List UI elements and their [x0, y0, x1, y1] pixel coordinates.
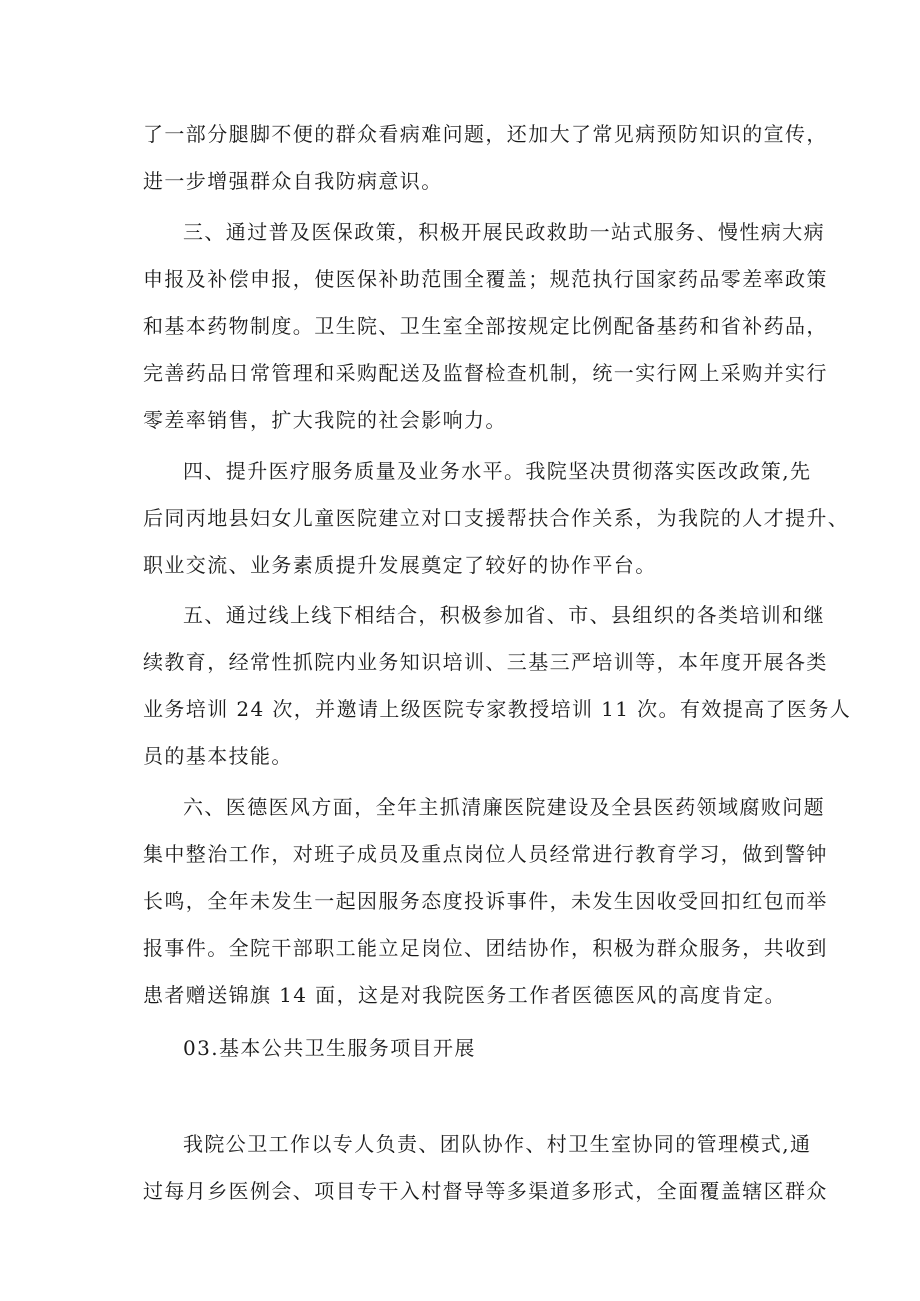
text-line: 过每月乡医例会、项目专干入村督导等多渠道多形式，全面覆盖辖区群众	[143, 1179, 828, 1203]
text-line: 长鸣，全年未发生一起因服务态度投诉事件，未发生因收受回扣红包而举	[143, 889, 828, 913]
text-line: 了一部分腿脚不便的群众看病难问题，还加大了常见病预防知识的宣传，	[143, 122, 828, 146]
text-line: 进一步增强群众自我防病意识。	[143, 169, 443, 193]
paragraph-item-six	[143, 784, 828, 1019]
text-line: 四、提升医疗服务质量及业务水平。我院坚决贯彻落实医改政策,先	[183, 459, 812, 483]
heading-line: 03.基本公共卫生服务项目开展	[183, 1036, 476, 1060]
text-line: 业务培训 24 次，并邀请上级医院专家教授培训 11 次。有效提高了医务人	[143, 697, 852, 721]
text-line: 续教育，经常性抓院内业务知识培训、三基三严培训等，本年度开展各类	[143, 650, 828, 674]
text-line: 五、通过线上线下相结合，积极参加省、市、县组织的各类培训和继	[183, 603, 825, 627]
section-heading-03	[143, 1025, 783, 1072]
text-line: 职业交流、业务素质提升发展奠定了较好的协作平台。	[143, 553, 657, 577]
text-line: 完善药品日常管理和采购配送及监督检查机制，统一实行网上采购并实行	[143, 361, 828, 385]
text-line: 和基本药物制度。卫生院、卫生室全部按规定比例配备基药和省补药品，	[143, 314, 828, 338]
paragraph-item-four	[143, 448, 850, 589]
paragraph-item-five	[143, 592, 852, 780]
text-line: 零差率销售，扩大我院的社会影响力。	[143, 408, 507, 432]
text-line: 后同丙地县妇女儿童医院建立对口支援帮扶合作关系，为我院的人才提升、	[143, 506, 850, 530]
paragraph-continuation	[143, 111, 828, 205]
text-line: 三、通过普及医保政策，积极开展民政救助一站式服务、慢性病大病	[183, 220, 825, 244]
text-line: 员的基本技能。	[143, 744, 293, 768]
text-line: 报事件。全院干部职工能立足岗位、团结协作，积极为群众服务，共收到	[143, 936, 828, 960]
paragraph-item-three	[143, 209, 828, 444]
text-line: 我院公卫工作以专人负责、团队协作、村卫生室协同的管理模式,通	[183, 1132, 812, 1156]
paragraph-public-health	[143, 1121, 828, 1215]
text-line: 集中整治工作，对班子成员及重点岗位人员经常进行教育学习，做到警钟	[143, 842, 828, 866]
text-line: 六、医德医风方面，全年主抓清廉医院建设及全县医药领域腐败问题	[183, 795, 825, 819]
text-line: 患者赠送锦旗 14 面，这是对我院医务工作者医德医风的高度肯定。	[143, 983, 786, 1007]
text-line: 申报及补偿申报，使医保补助范围全覆盖；规范执行国家药品零差率政策	[143, 267, 828, 291]
